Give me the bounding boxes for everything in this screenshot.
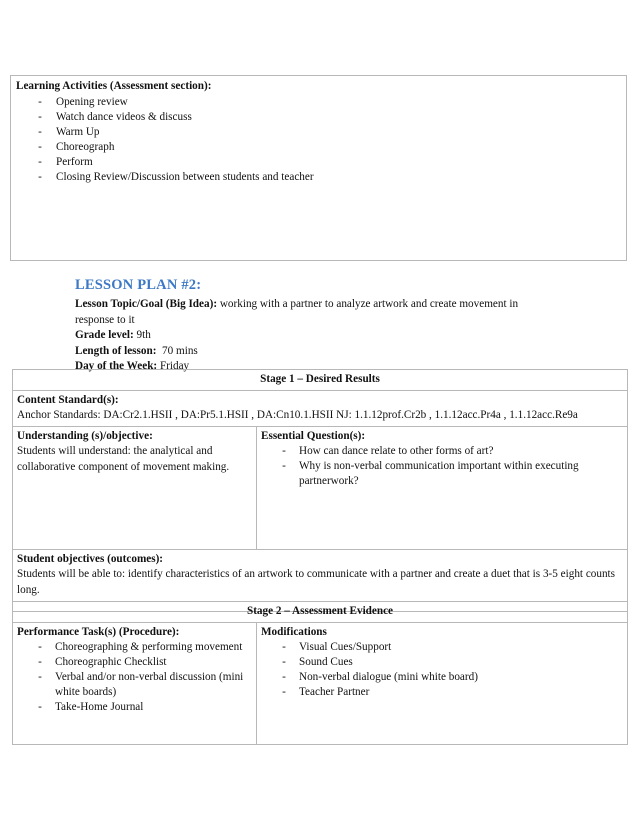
list-item: - Choreographing & performing movement [38,641,243,653]
stage1-header: Stage 1 – Desired Results [13,370,628,391]
list-item: - Verbal and/or non-verbal discussion (mini white boards) [38,671,244,698]
content-standards-value: Anchor Standards: DA:Cr2.1.HSII , DA:Pr5.1.HSII , DA:Cn10.1.HSII NJ: 1.1.12prof.Cr2b , 1.1.12acc.Pr4a , 1.1.12acc.Re9a [17,409,578,421]
list-item: - Visual Cues/Support [282,641,392,653]
list-item: - Closing Review/Discussion between students and teacher [38,170,314,183]
essential-questions-label: Essential Question(s): [261,429,366,442]
list-item: - Sound Cues [282,656,353,668]
list-item: - Watch dance videos & discuss [38,110,192,123]
student-objectives-label: Student objectives (outcomes): [17,552,164,565]
understanding-value: Students will understand: the analytical and collaborative component of movement making. [17,445,230,473]
performance-tasks-label: Performance Task(s) (Procedure): [17,625,180,638]
list-item: - Opening review [38,95,128,108]
list-item: - Teacher Partner [282,686,370,698]
lesson-topic: Lesson Topic/Goal (Big Idea): working with a partner to analyze artwork and create movement in response to it [75,298,519,326]
list-item: - Warm Up [38,125,100,138]
list-item: - Choreographic Checklist [38,656,167,668]
learning-activities-heading: Learning Activities (Assessment section): [16,80,212,92]
understanding-cell [13,426,257,549]
modifications-list [261,640,623,700]
list-item: - Non-verbal dialogue (mini white board) [282,671,478,683]
modifications-cell [257,622,628,744]
stage1-table [12,369,628,612]
list-item: - Perform [38,155,93,168]
understanding-label: Understanding (s)/objective: [17,429,153,442]
lesson-length: Length of lesson: 70 mins [75,344,198,357]
day-of-week: Day of the Week: Friday [75,360,190,372]
essential-questions-cell [257,426,628,549]
modifications-label: Modifications [261,625,327,638]
lesson-plan-header [75,277,545,375]
content-standards-label: Content Standard(s): [17,393,119,406]
list-item: - How can dance relate to other forms of art? [282,445,494,457]
grade-level: Grade level: 9th [75,329,151,341]
stage2-table [12,601,628,745]
student-objectives-value: Students will be able to: identify characteristics of an artwork to communicate with a partner and create a duet that is 3-5 eight counts long. [17,568,616,596]
list-item: - Choreograph [38,140,115,153]
performance-tasks-list [17,640,252,715]
content-standards-cell [13,390,628,426]
essential-questions-list [261,444,623,489]
list-item: - Take-Home Journal [38,701,144,713]
learning-activities-box [10,75,627,261]
list-item: - Why is non-verbal communication important within executing partnerwork? [282,460,579,487]
performance-tasks-cell [13,622,257,744]
lesson-plan-title: LESSON PLAN #2: [75,277,202,293]
stage2-header: Stage 2 – Assessment Evidence [13,602,628,623]
learning-activities-list [16,95,621,185]
